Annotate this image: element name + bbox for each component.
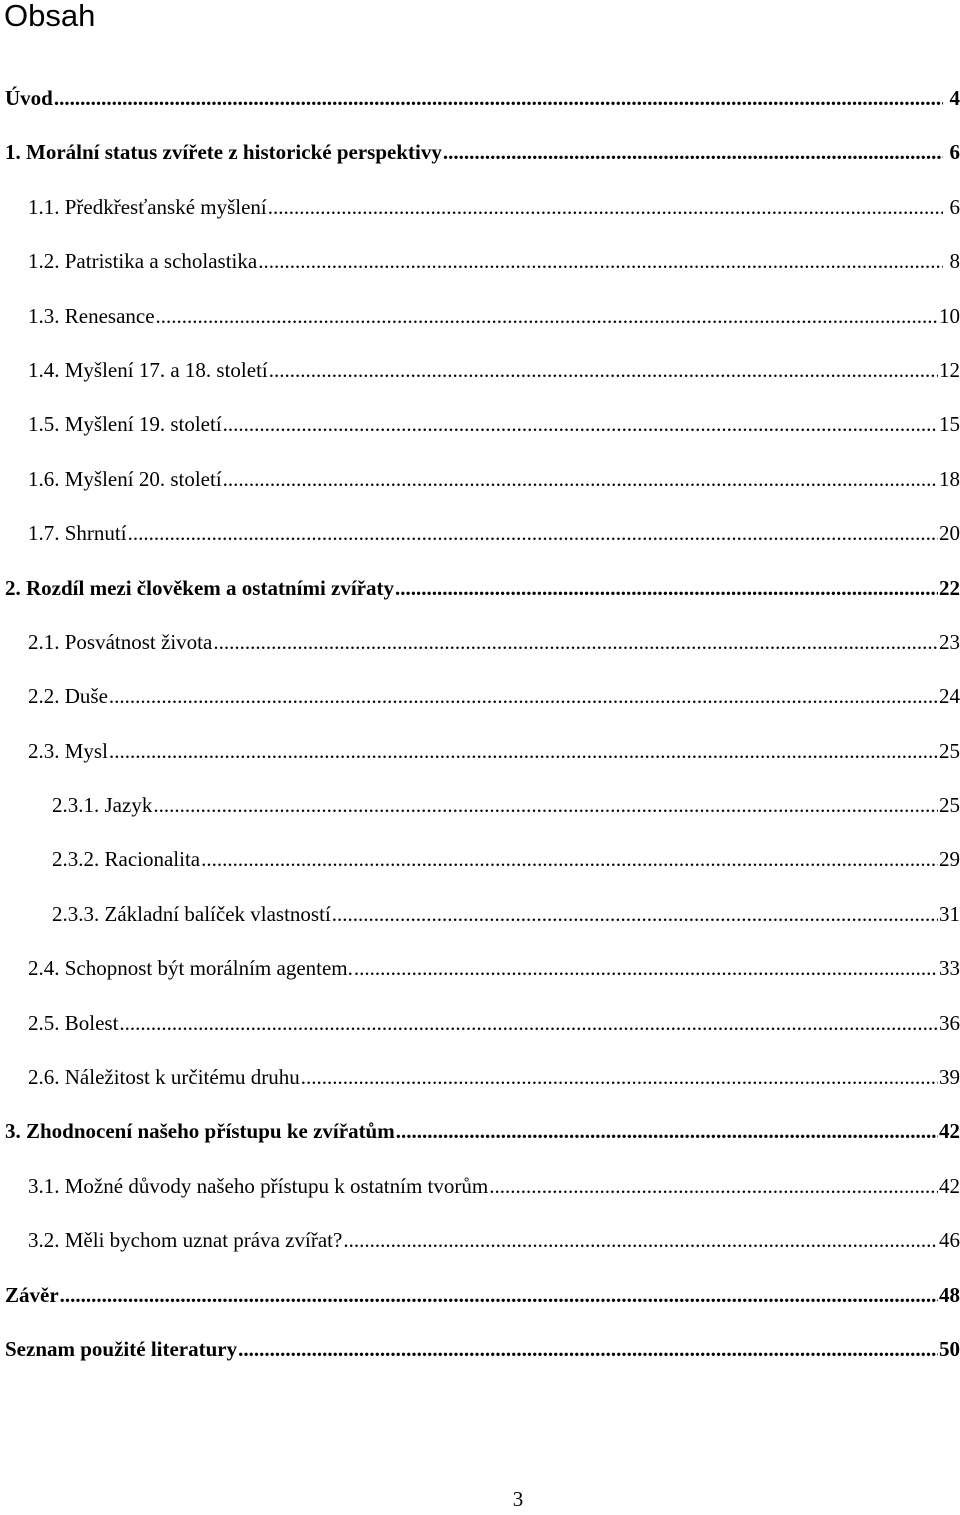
- toc-entry[interactable]: [0, 615, 960, 669]
- toc-entry-label: Závěr: [5, 1282, 59, 1307]
- toc-entry[interactable]: [0, 506, 960, 560]
- toc-entry[interactable]: [0, 343, 960, 397]
- toc-dot-leader: [213, 615, 938, 669]
- toc-entry-label: 1.3. Renesance: [28, 303, 155, 328]
- toc-entry[interactable]: [0, 1268, 960, 1322]
- toc-entry-page: 4: [949, 86, 960, 110]
- toc-entry-label: 3.1. Možné důvody našeho přístupu k ostatním tvorům: [28, 1173, 489, 1198]
- toc-entry[interactable]: [0, 452, 960, 506]
- page-number: 3: [512, 1487, 524, 1511]
- toc-dot-leader: [396, 1104, 938, 1158]
- toc-entry[interactable]: [0, 289, 960, 343]
- toc-entry[interactable]: [0, 832, 960, 886]
- toc-dot-leader: [60, 1268, 938, 1322]
- toc-entry-label: 2.1. Posvátnost života: [28, 629, 213, 654]
- toc-entry-page: 6: [949, 194, 960, 219]
- toc-dot-leader: [238, 1322, 938, 1376]
- toc-entry[interactable]: [0, 180, 960, 234]
- toc-entry-label: 1. Morální status zvířete z historické perspektivy: [5, 140, 442, 165]
- toc-dot-leader: [332, 887, 938, 941]
- toc-entry-label: 1.1. Předkřesťanské myšlení: [28, 194, 267, 219]
- toc-entry-page: 31: [939, 901, 960, 926]
- toc-entry[interactable]: [0, 125, 960, 179]
- toc-dot-leader: [109, 669, 938, 723]
- toc-entry-label: 2.3.1. Jazyk: [52, 793, 153, 818]
- toc-entry-label: 2.4. Schopnost být morálním agentem.: [28, 956, 353, 981]
- toc-dot-leader: [109, 724, 938, 778]
- toc-entry-page: 42: [939, 1119, 960, 1144]
- toc-entry[interactable]: [0, 1159, 960, 1213]
- toc-entry[interactable]: [0, 234, 960, 288]
- toc-dot-leader: [223, 452, 938, 506]
- toc-entry-page: 33: [939, 956, 960, 981]
- toc-entry-page: 25: [939, 738, 960, 763]
- toc-entry-page: 42: [939, 1173, 960, 1198]
- toc-dot-leader: [268, 180, 943, 234]
- toc-entry-label: 1.4. Myšlení 17. a 18. století: [28, 357, 268, 382]
- toc-dot-leader: [223, 397, 938, 451]
- toc-entry-label: 2.3. Mysl: [28, 738, 108, 763]
- toc-entry[interactable]: [0, 778, 960, 832]
- toc-dot-leader: [54, 71, 943, 125]
- toc-entry-page: 39: [939, 1065, 960, 1090]
- toc-entry[interactable]: [0, 1322, 960, 1376]
- toc-entry-page: 50: [939, 1336, 960, 1361]
- toc-entry-page: 6: [949, 140, 960, 165]
- toc-dot-leader: [395, 561, 938, 615]
- toc-entry[interactable]: [0, 887, 960, 941]
- toc-dot-leader: [343, 1213, 938, 1267]
- toc-entry-page: 18: [939, 466, 960, 491]
- toc-entry[interactable]: [0, 1050, 960, 1104]
- toc-entry-page: 24: [939, 684, 960, 709]
- toc-dot-leader: [354, 941, 938, 995]
- toc-entry-label: 1.5. Myšlení 19. století: [28, 412, 222, 437]
- toc-dot-leader: [443, 125, 943, 179]
- toc-dot-leader: [301, 1050, 938, 1104]
- toc-entry[interactable]: [0, 1213, 960, 1267]
- toc-entry-page: 12: [939, 357, 960, 382]
- table-of-contents: [0, 71, 960, 1376]
- toc-entry[interactable]: [0, 669, 960, 723]
- toc-entry-page: 36: [939, 1010, 960, 1035]
- toc-entry-page: 25: [939, 793, 960, 818]
- toc-entry-label: 2.2. Duše: [28, 684, 108, 709]
- toc-entry-page: 22: [939, 575, 960, 600]
- toc-dot-leader: [489, 1159, 938, 1213]
- toc-entry-label: 1.6. Myšlení 20. století: [28, 466, 222, 491]
- toc-entry-label: 2.3.3. Základní balíček vlastností: [52, 901, 331, 926]
- toc-entry-label: 2.6. Náležitost k určitému druhu: [28, 1065, 300, 1090]
- toc-entry-page: 20: [939, 521, 960, 546]
- toc-entry-page: 29: [939, 847, 960, 872]
- toc-entry-label: 3.2. Měli bychom uznat práva zvířat?: [28, 1228, 343, 1253]
- toc-entry-page: 10: [939, 303, 960, 328]
- toc-entry[interactable]: [0, 996, 960, 1050]
- toc-entry[interactable]: [0, 71, 960, 125]
- toc-entry-label: 2.3.2. Racionalita: [52, 847, 201, 872]
- toc-entry-page: 8: [949, 249, 960, 274]
- toc-entry-label: 1.7. Shrnutí: [28, 521, 127, 546]
- toc-entry-label: 1.2. Patristika a scholastika: [28, 249, 258, 274]
- toc-entry-label: Seznam použité literatury: [5, 1336, 238, 1361]
- toc-entry-page: 48: [939, 1282, 960, 1307]
- toc-entry-label: 2.5. Bolest: [28, 1010, 119, 1035]
- toc-dot-leader: [269, 343, 938, 397]
- toc-dot-leader: [201, 832, 938, 886]
- toc-entry-label: Úvod: [5, 86, 53, 110]
- toc-dot-leader: [128, 506, 938, 560]
- toc-entry[interactable]: [0, 941, 960, 995]
- toc-entry[interactable]: [0, 397, 960, 451]
- toc-dot-leader: [156, 289, 938, 343]
- toc-dot-leader: [258, 234, 943, 288]
- toc-entry-page: 46: [939, 1228, 960, 1253]
- toc-entry[interactable]: [0, 561, 960, 615]
- toc-entry-page: 15: [939, 412, 960, 437]
- toc-entry[interactable]: [0, 724, 960, 778]
- toc-entry[interactable]: [0, 1104, 960, 1158]
- toc-entry-page: 23: [939, 629, 960, 654]
- toc-entry-label: 3. Zhodnocení našeho přístupu ke zvířatům: [5, 1119, 395, 1144]
- toc-dot-leader: [119, 996, 938, 1050]
- toc-entry-label: 2. Rozdíl mezi člověkem a ostatními zvířaty: [5, 575, 394, 600]
- page-title: Obsah: [4, 0, 96, 33]
- toc-dot-leader: [153, 778, 938, 832]
